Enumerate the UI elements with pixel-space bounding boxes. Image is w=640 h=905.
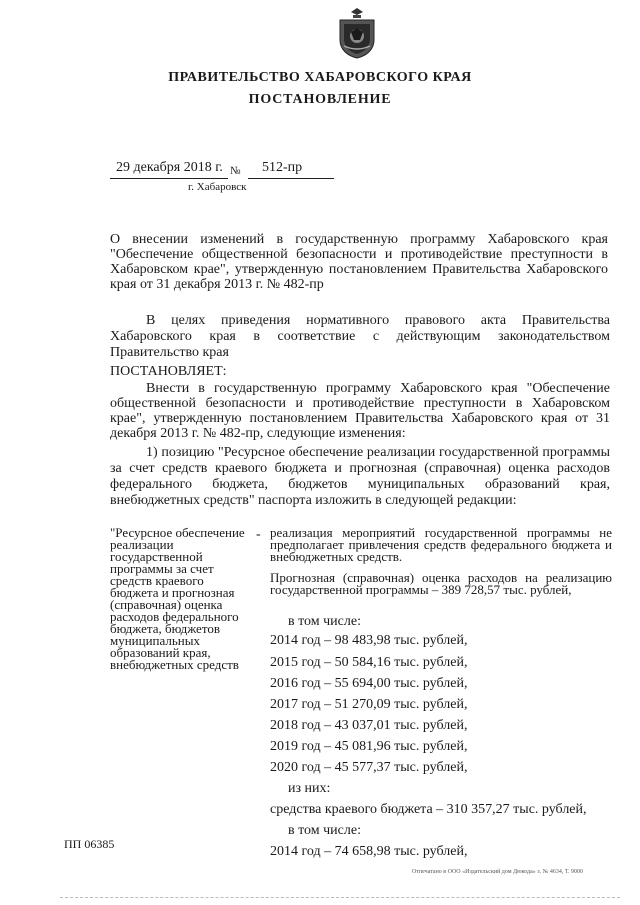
year-row: 2018 год – 43 037,01 тыс. рублей,: [270, 718, 468, 733]
in-total-label: в том числе:: [288, 823, 361, 838]
org-title: ПРАВИТЕЛЬСТВО ХАБАРОВСКОГО КРАЯ: [168, 70, 472, 85]
year-row: 2015 год – 50 584,16 тыс. рублей,: [270, 655, 468, 670]
table-right-text-1: реализация мероприятий государственной программы не предполагает привлечения средств федерального бюджета и внебюджетных средств.: [270, 525, 612, 564]
of-them-label: из них:: [288, 781, 331, 796]
doc-number: 512-пр: [262, 160, 303, 175]
doc-city: г. Хабаровск: [188, 181, 247, 193]
number-underline: [248, 178, 334, 179]
coat-of-arms-icon: [336, 6, 378, 60]
doc-type-title: ПОСТАНОВЛЕНИЕ: [248, 92, 392, 107]
year-row: 2014 год – 98 483,98 тыс. рублей,: [270, 633, 468, 648]
year-row: 2017 год – 51 270,09 тыс. рублей,: [270, 697, 468, 712]
regional-budget-row: средства краевого бюджета – 310 357,27 тыс. рублей,: [270, 802, 587, 817]
doc-date: 29 декабря 2018 г.: [116, 160, 223, 175]
year-row: 2019 год – 45 081,96 тыс. рублей,: [270, 739, 468, 754]
printer-footer: Отпечатано в ООО «Издательский дом Дюкода» з. № 4634, Т. 9000: [412, 869, 583, 875]
year-row: 2020 год – 45 577,37 тыс. рублей,: [270, 760, 468, 775]
year-row: 2016 год – 55 694,00 тыс. рублей,: [270, 676, 468, 691]
preamble: В целях приведения нормативного правового акта Правительства Хабаровского края в соответствие с действующим законодательством Правительство края: [110, 313, 610, 360]
in-total-label: в том числе:: [288, 614, 361, 629]
year-row: 2014 год – 74 658,98 тыс. рублей,: [270, 844, 468, 859]
doc-subject: О внесении изменений в государственную программу Хабаровского края "Обеспечение общественной безопасности и противодействие преступности в Хабаровском крае", утвержденную постановлением Правительства Хабаровского края от 31 декабря 2013 г. № 482-пр: [110, 232, 608, 292]
item-1: 1) позицию "Ресурсное обеспечение реализации государственной программы за счет средств краевого бюджета и прогнозная (справочная) оценка расходов федерального бюджета, бюджетов муниципальных образований края, внебюджетных средств" паспорта изложить в следующей редакции:: [110, 445, 610, 508]
table-left-cell: "Ресурсное обеспечение реализации государственной программы за счет средств краевого бюджета и прогнозная (справочная) оценка расходов федерального бюджета, бюджетов муниципальных образований края, внебюджетных средств: [110, 525, 245, 672]
table-dash: -: [256, 527, 261, 542]
bottom-divider: [60, 897, 620, 899]
body-main: Внести в государственную программу Хабаровского края "Обеспечение общественной безопасности и противодействие преступности в Хабаровском крае", утвержденную постановлением Правительства Хабаровского края от 31 декабря 2013 г. № 482-пр, следующие изменения:: [110, 381, 610, 441]
number-sign: №: [230, 165, 241, 177]
table-right-text-2: Прогнозная (справочная) оценка расходов на реализацию государственной программы – 389 728,57 тыс. рублей,: [270, 570, 612, 597]
stamp-code: ПП 06385: [64, 837, 115, 851]
resolves-heading: ПОСТАНОВЛЯЕТ:: [110, 364, 227, 379]
date-underline: [110, 178, 228, 179]
